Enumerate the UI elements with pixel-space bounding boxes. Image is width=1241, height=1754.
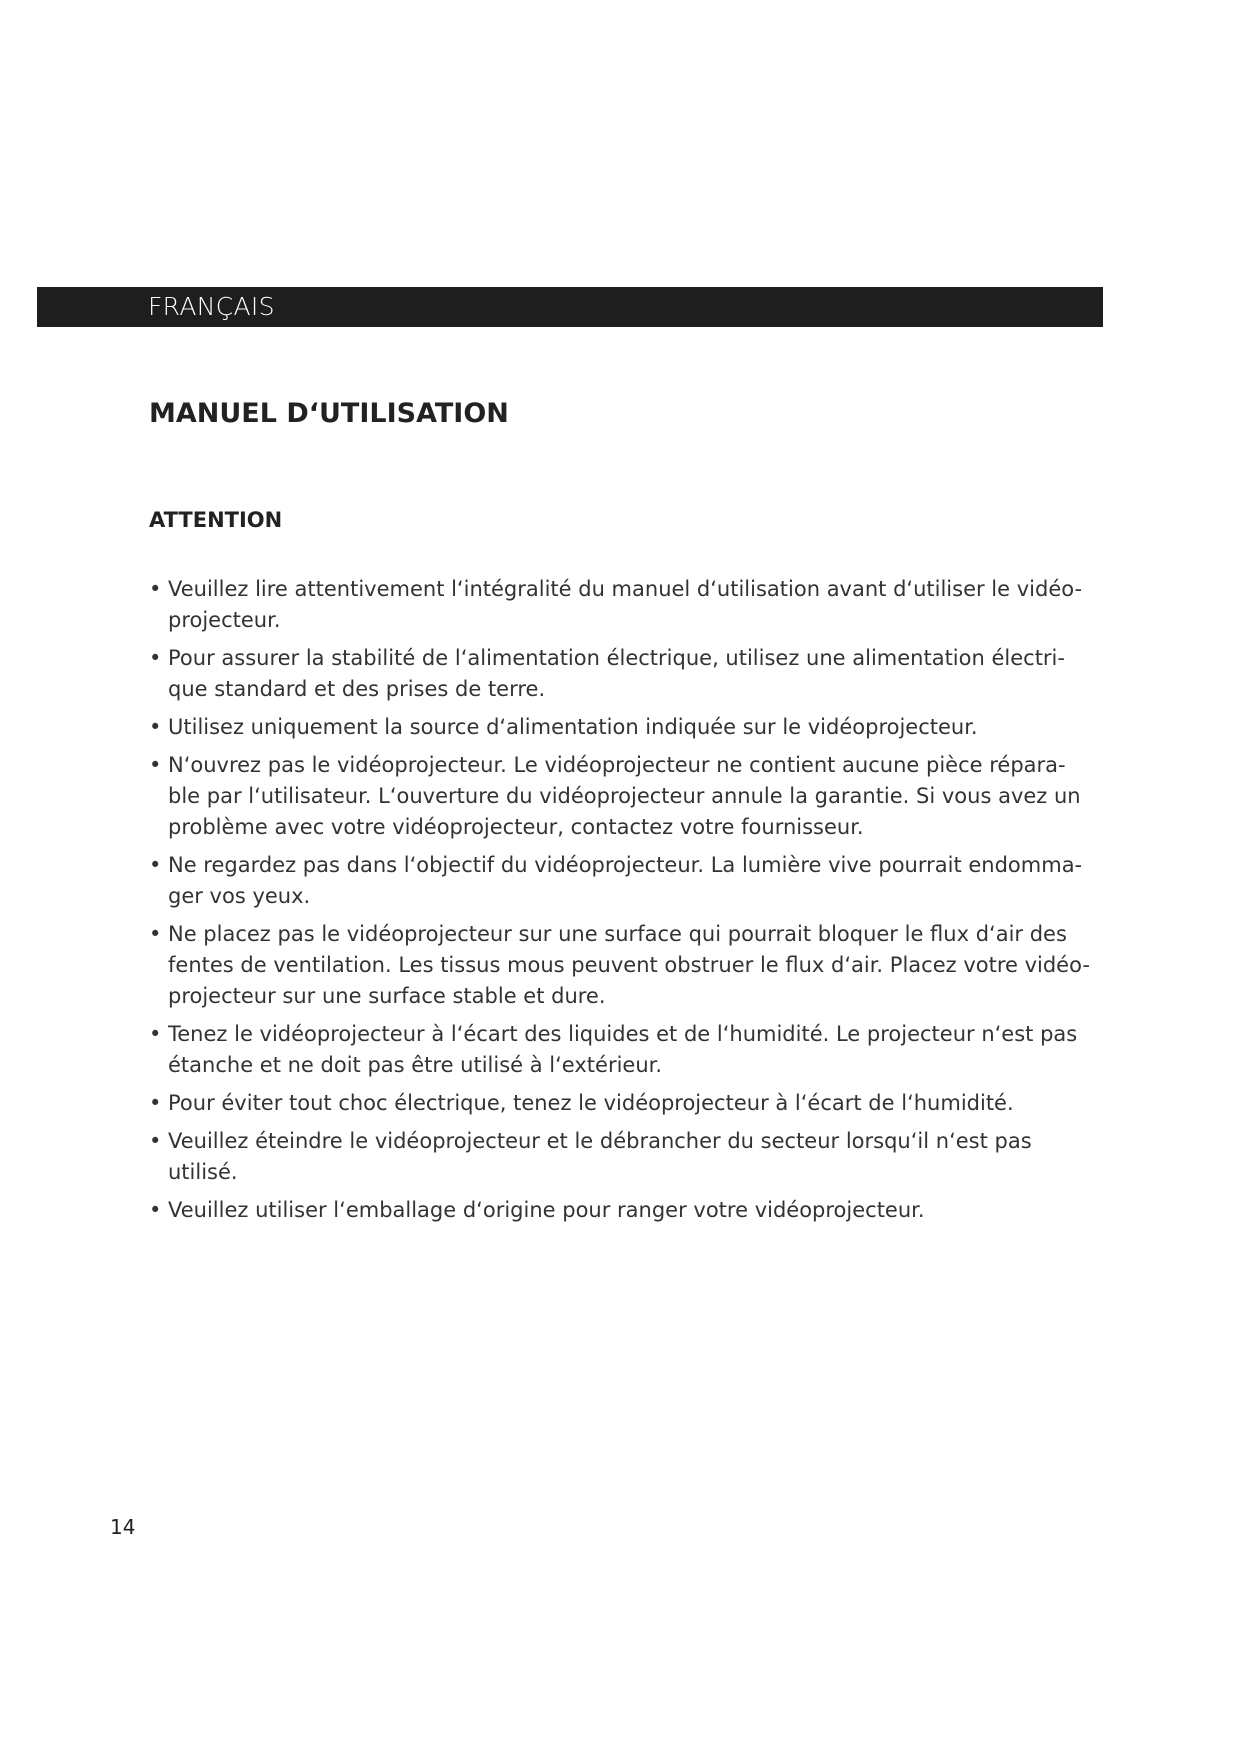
bullet-icon: •: [149, 1091, 162, 1115]
language-label: FRANÇAIS: [148, 292, 275, 321]
list-item: [149, 643, 1109, 705]
bullet-icon: •: [149, 1129, 162, 1153]
warning-list: [149, 574, 1109, 1233]
list-item: [149, 1126, 1109, 1188]
list-item-text: Veuillez éteindre le vidéoprojecteur et le débrancher du secteur lorsqu‘il n‘est pas utilisé.: [168, 1129, 1032, 1184]
list-item-text: Tenez le vidéoprojecteur à l‘écart des liquides et de l‘humidité. Le projecteur n‘est pas étanche et ne doit pas être utilisé à l‘extérieur.: [168, 1022, 1078, 1077]
list-item-text: Veuillez lire attentivement l‘intégralité du manuel d‘utilisation avant d‘utiliser le vidéo- projecteur.: [168, 577, 1083, 632]
list-item: [149, 1088, 1109, 1119]
list-item: [149, 1019, 1109, 1081]
list-item: [149, 712, 1109, 743]
bullet-icon: •: [149, 1198, 162, 1222]
list-item-text: Ne regardez pas dans l‘objectif du vidéoprojecteur. La lumière vive pourrait endomma- ger vos yeux.: [168, 853, 1083, 908]
list-item-text: Ne placez pas le vidéoprojecteur sur une surface qui pourrait bloquer le flux d‘air des fentes de ventilation. Les tissus mous peuvent obstruer le flux d‘air. Placez votre vidéo- projecteur sur une surface stable et dure.: [168, 922, 1090, 1008]
page-title: MANUEL D‘UTILISATION: [149, 398, 509, 429]
list-item-text: Veuillez utiliser l‘emballage d‘origine pour ranger votre vidéoprojecteur.: [168, 1198, 925, 1222]
bullet-icon: •: [149, 577, 162, 601]
list-item-text: Utilisez uniquement la source d‘alimentation indiquée sur le vidéoprojecteur.: [168, 715, 978, 739]
bullet-icon: •: [149, 646, 162, 670]
list-item-text: Pour assurer la stabilité de l‘alimentation électrique, utilisez une alimentation électri- que standard et des prises de terre.: [168, 646, 1065, 701]
list-item: [149, 919, 1109, 1012]
bullet-icon: •: [149, 922, 162, 946]
list-item: [149, 574, 1109, 636]
bullet-icon: •: [149, 715, 162, 739]
section-title: ATTENTION: [149, 508, 283, 532]
list-item-text: N‘ouvrez pas le vidéoprojecteur. Le vidéoprojecteur ne contient aucune pièce répara- ble par l‘utilisateur. L‘ouverture du vidéoprojecteur annule la garantie. Si vous avez un problème avec votre vidéoprojecteur, contactez votre fournisseur.: [168, 753, 1081, 839]
list-item: [149, 1195, 1109, 1226]
bullet-icon: •: [149, 1022, 162, 1046]
bullet-icon: •: [149, 853, 162, 877]
bullet-icon: •: [149, 753, 162, 777]
language-header-bar: [37, 287, 1103, 327]
list-item-text: Pour éviter tout choc électrique, tenez le vidéoprojecteur à l‘écart de l‘humidité.: [168, 1091, 1014, 1115]
list-item: [149, 750, 1109, 843]
list-item: [149, 850, 1109, 912]
page-number: 14: [110, 1515, 136, 1539]
